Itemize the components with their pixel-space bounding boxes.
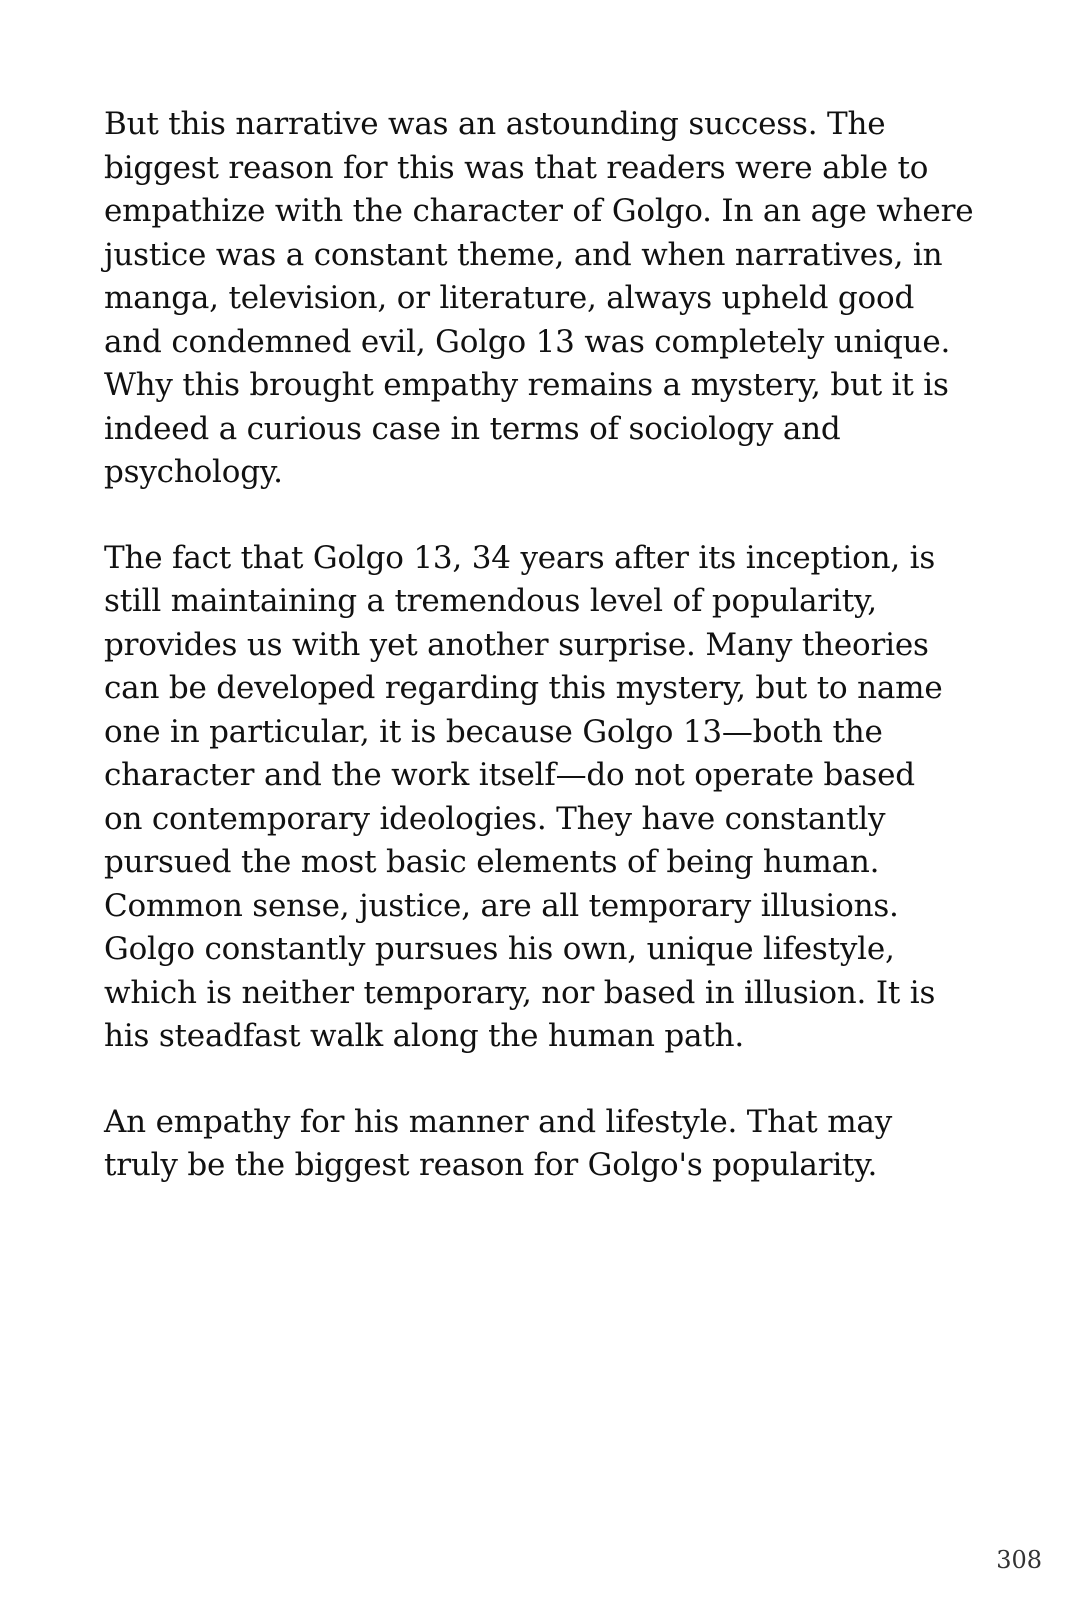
text-line: manga, television, or literature, always upheld good [104,280,915,316]
text-line: pursued the most basic elements of being human. [104,844,880,880]
text-line: The fact that Golgo 13, 34 years after its inception, is [104,539,936,576]
page-number: 308 [996,1546,1042,1574]
text-line: truly be the biggest reason for Golgo's popularity. [104,1147,878,1183]
text-line: An empathy for his manner and lifestyle. That may [104,1103,893,1140]
text-line: justice was a constant theme, and when narratives, in [104,236,943,273]
paragraph-3 [104,1101,1004,1188]
text-line: character and the work itself—do not operate based [104,757,915,793]
text-line: still maintaining a tremendous level of popularity, [104,583,877,619]
text-line: But this narrative was an astounding success. The [104,106,886,142]
text-line: provides us with yet another surprise. Many theories [104,626,929,663]
text-line: his steadfast walk along the human path. [104,1018,745,1054]
text-line: on contemporary ideologies. They have constantly [104,800,886,837]
text-line: psychology. [104,454,283,490]
text-line: empathize with the character of Golgo. In an age where [104,193,974,229]
text-line: which is neither temporary, nor based in illusion. It is [104,974,936,1011]
text-line: biggest reason for this was that readers were able to [104,149,929,186]
paragraph-2 [104,537,1004,1059]
text-line: Why this brought empathy remains a mystery, but it is [104,367,949,403]
text-line: and condemned evil, Golgo 13 was completely unique. [104,323,951,360]
text-line: indeed a curious case in terms of sociology and [104,410,841,447]
text-line: can be developed regarding this mystery, but to name [104,670,943,706]
paragraph-1 [104,103,1004,495]
body-text [104,103,1004,1230]
text-line: one in particular, it is because Golgo 13—both the [104,713,883,750]
text-line: Common sense, justice, are all temporary illusions. [104,887,899,924]
text-line: Golgo constantly pursues his own, unique lifestyle, [104,931,895,967]
